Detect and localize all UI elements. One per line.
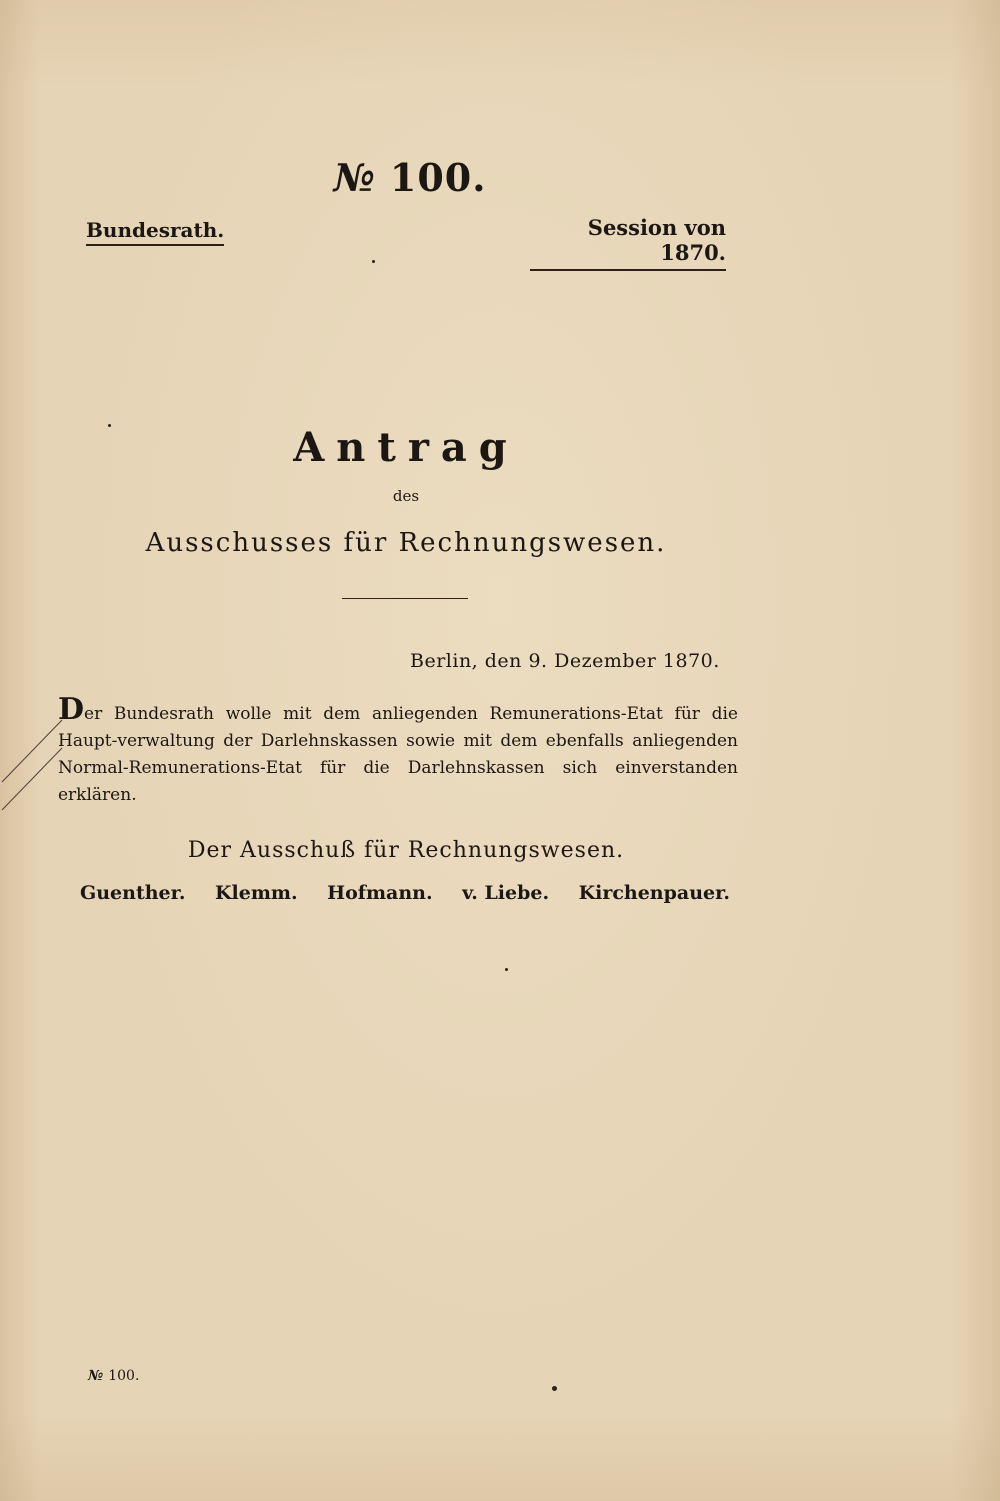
divider-rule [342,598,468,599]
footer-number-value: 100. [108,1368,140,1384]
document-title: Antrag [293,424,519,471]
signature-guenther: Guenther. [80,882,186,904]
committee-line: Der Ausschuß für Rechnungswesen. [187,838,625,863]
signatures [80,882,730,904]
paper-speck [505,968,508,971]
document-subtitle: Ausschusses für Rechnungswesen. [145,528,667,558]
subtitle-des: des [392,487,420,505]
footer-number-sign: № [88,1368,104,1384]
dateline: Berlin, den 9. Dezember 1870. [410,650,720,672]
footer-number [88,1368,139,1384]
motion-text [58,692,738,809]
body-initial: D [58,692,85,727]
signature-klemm: Klemm. [215,882,298,904]
header-session: Session von 1870. [530,215,726,271]
paper-speck [372,260,375,263]
signature-hofmann: Hofmann. [327,882,433,904]
paper-speck [108,424,111,427]
document-number: 100. [389,155,487,200]
signature-kirchenpauer: Kirchenpauer. [578,882,730,904]
header-bundesrath: Bundesrath. [86,218,224,246]
document-number-heading [0,155,820,200]
signature-liebe: v. Liebe. [462,882,550,904]
number-sign: № [333,155,376,200]
paper-speck [552,1386,557,1391]
body-text: er Bundesrath wolle mit dem anliegenden Remunerations-Etat für die Haupt-verwaltung der Darlehnskassen sowie mit dem ebenfalls anliegenden Normal-Remunerations-Etat für die Darlehnskassen sich einverstanden erklären. [58,704,738,805]
